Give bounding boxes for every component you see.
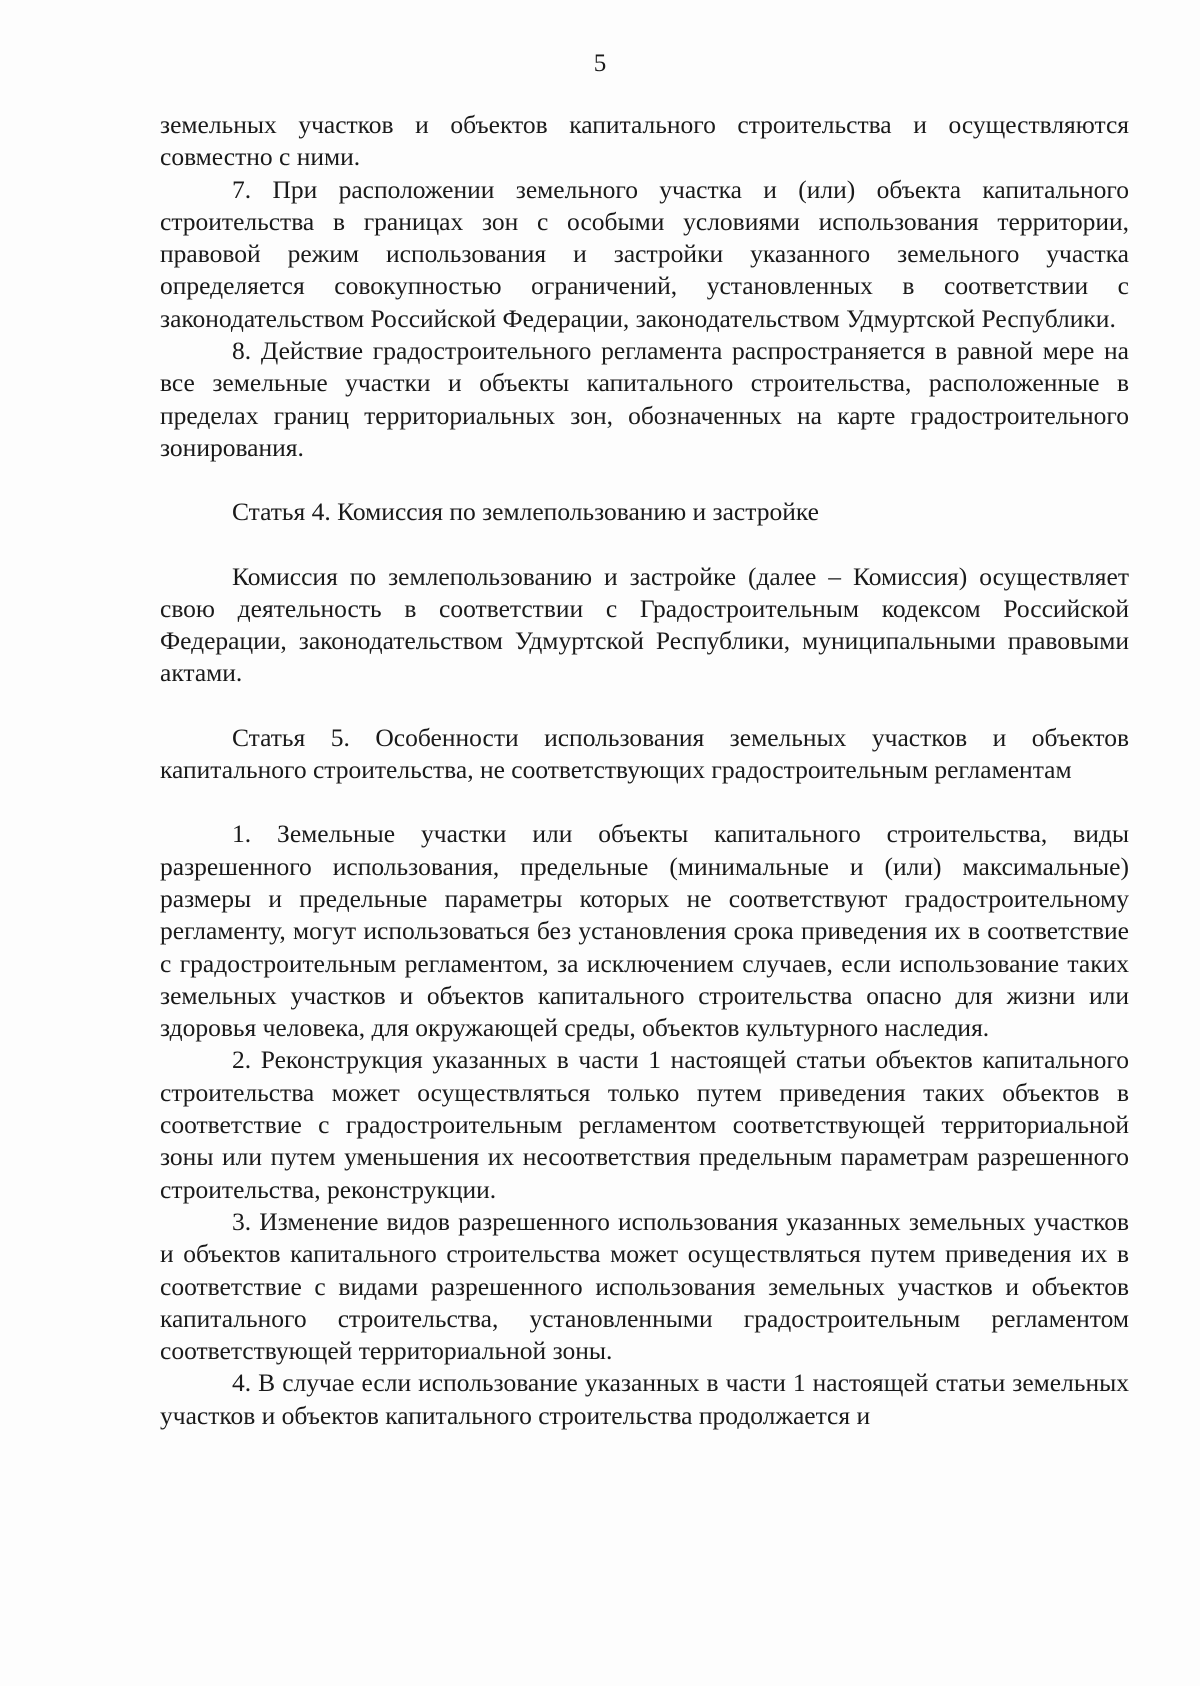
paragraph-item-8: 8. Действие градостроительного регламента распространяется в равной мере на все земельные участки и объекты капитального строительства, расположенные в пределах границ территориальных зон, обозначенных на карте градостроительного зонирования.	[160, 336, 1129, 462]
document-body	[160, 109, 1129, 1432]
article-5-item-2: 2. Реконструкция указанных в части 1 настоящей статьи объектов капитального строительства может осуществляться только путем приведения таких объектов в соответствие с градостроительным регламентом соответствующей территориальной зоны или путем уменьшения их несоответствия предельным параметрам разрешенного строительства, реконструкции.	[160, 1045, 1129, 1204]
article-5-item-3: 3. Изменение видов разрешенного использования указанных земельных участков и объектов капитального строительства может осуществляться путем приведения их в соответствие с видами разрешенного использования земельных участков и объектов капитального строительства, установленными градостроительным регламентом соответствующей территориальной зоны.	[160, 1206, 1129, 1366]
paragraph-item-7: 7. При расположении земельного участка и (или) объекта капитального строительства в границах зон с особыми условиями использования территории, правовой режим использования и застройки указанного земельного участка определяется совокупностью ограничений, установленных в соответствии с законодательством Российской Федерации, законодательством Удмуртской Республики.	[160, 174, 1129, 333]
paragraph-continuation: земельных участков и объектов капитального строительства и осуществляются совместно с ними.	[160, 110, 1129, 172]
article-4-text: Комиссия по землепользованию и застройке (далее – Комиссия) осуществляет свою деятельность в соответствии с Градостроительным кодексом Российской Федерации, законодательством Удмуртской Республики, муниципальными правовыми актами.	[160, 561, 1129, 688]
article-5-heading: Статья 5. Особенности использования земельных участков и объектов капитального строительства, не соответствующих градостроительным регламентам	[160, 722, 1129, 785]
page-number: 5	[593, 50, 607, 77]
article-5-item-4: 4. В случае если использование указанных в части 1 настоящей статьи земельных участков и объектов капитального строительства продолжается и	[160, 1368, 1129, 1430]
article-4-heading: Статья 4. Комиссия по землепользованию и застройке	[232, 497, 819, 527]
article-5-item-1: 1. Земельные участки или объекты капитального строительства, виды разрешенного использования, предельные (минимальные и (или) максимальные) размеры и предельные параметры которых не соответствуют градостроительному регламенту, могут использоваться без установления срока приведения их в соответствие с градостроительным регламентом, за исключением случаев, если использование таких земельных участков и объектов капитального строительства опасно для жизни или здоровья человека, для окружающей среды, объектов культурного наследия.	[160, 819, 1129, 1043]
